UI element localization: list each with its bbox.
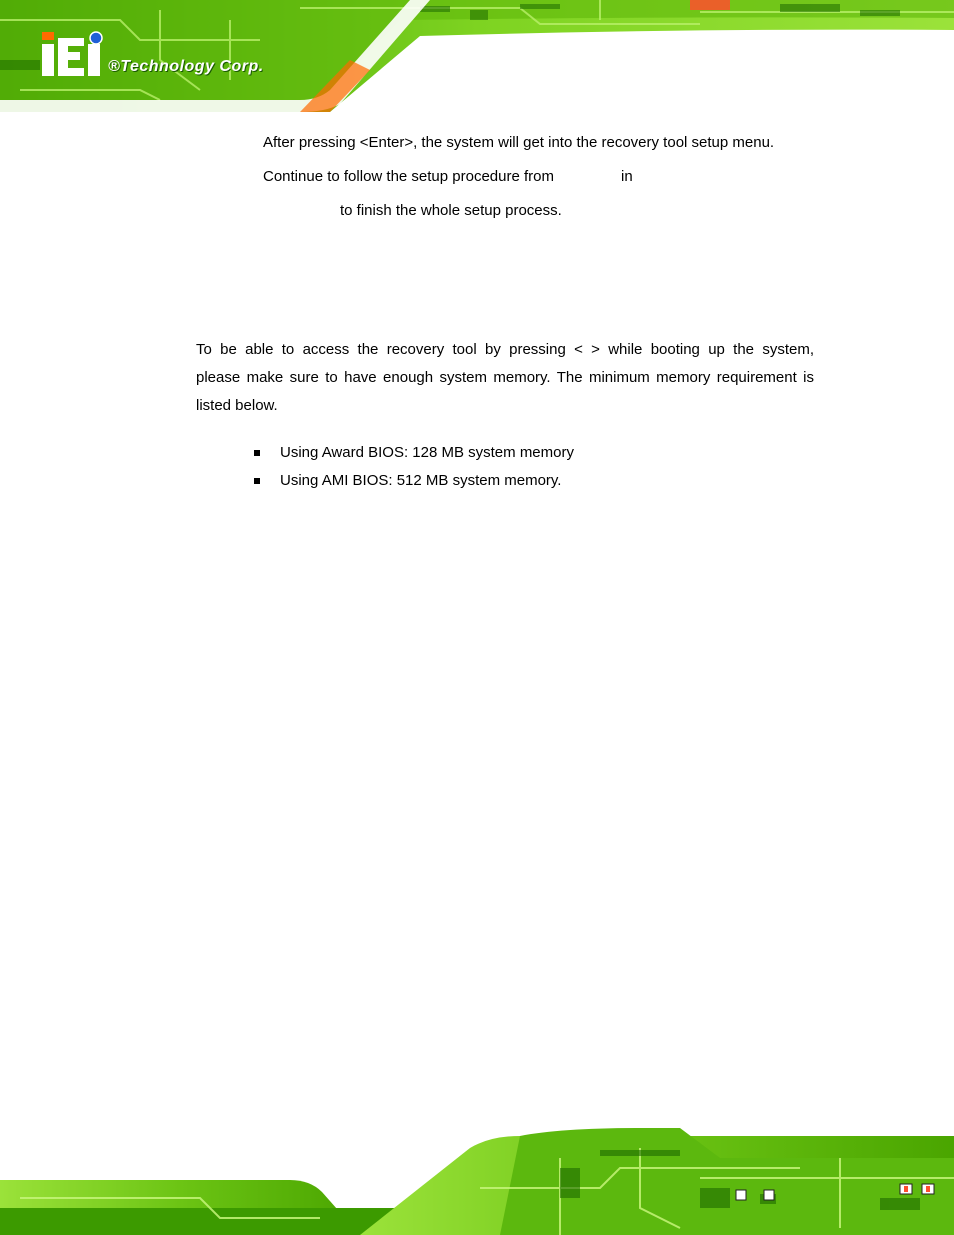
bullet-square-icon [254,478,260,484]
list-item: Using AMI BIOS: 512 MB system memory. [280,472,561,489]
footer-banner [0,1128,954,1235]
company-name: ®Technology Corp. [108,58,264,75]
text-line-in: in [621,168,633,185]
header-banner [0,0,954,112]
list-item: Using Award BIOS: 128 MB system memory [280,444,574,461]
paragraph-line: please make sure to have enough system memory. The minimum memory requirement is [196,369,814,386]
text-line-continue: Continue to follow the setup procedure from [263,168,554,185]
iei-logo [40,30,104,78]
text-line-enter: After pressing <Enter>, the system will get into the recovery tool setup menu. [263,134,775,151]
paragraph-line: listed below. [196,397,278,414]
paragraph-line: To be able to access the recovery tool by pressing < > while booting up the system, [196,341,814,358]
bullet-square-icon [254,450,260,456]
memory-paragraph [196,336,814,420]
text-line-finish: to finish the whole setup process. [340,202,562,219]
